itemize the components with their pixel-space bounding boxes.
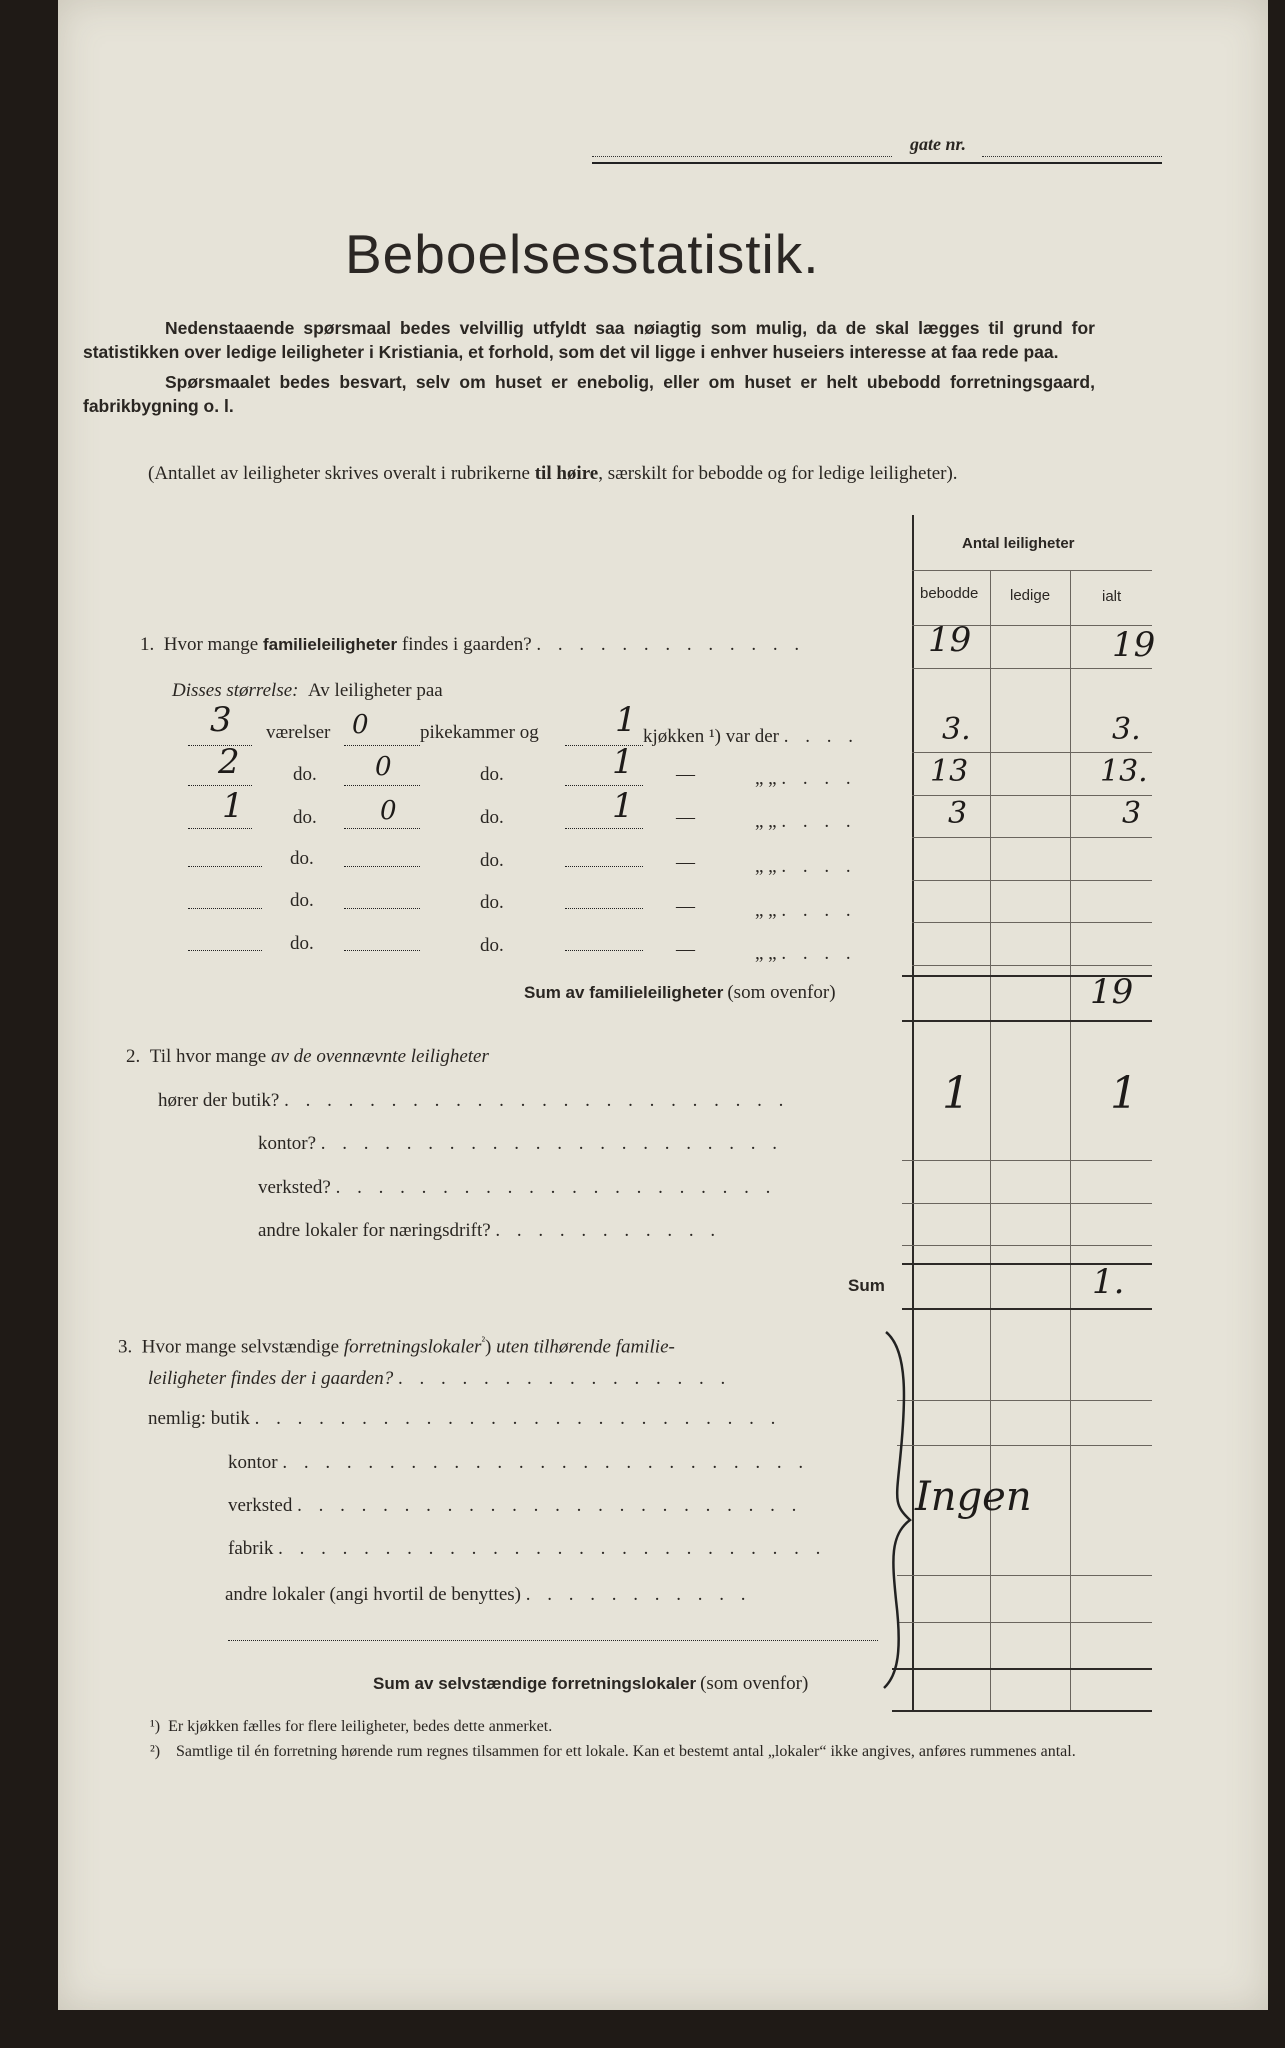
row3-do-2: do. — [480, 807, 504, 828]
table-header-bebodde: bebodde — [920, 585, 979, 602]
row3-rooms: 1 — [222, 786, 244, 826]
page-title: Beboelsesstatistik. — [345, 223, 820, 285]
row3-bebodde: 3 — [948, 796, 968, 831]
row1-bebodde: 3. — [942, 712, 971, 747]
row6-ditto: „ „ . . . . — [755, 943, 857, 964]
row1-rooms: 3 — [210, 700, 232, 740]
row2-do-2: do. — [480, 764, 504, 785]
table-header-main: Antal leiligheter — [962, 535, 1075, 552]
intro-text — [83, 316, 1095, 424]
row3-maid: 0 — [380, 796, 397, 826]
q2-butik: hører der butik? . . . . . . . . . . . . . . . . . . . . . . . . — [158, 1090, 790, 1111]
row3-do-1: do. — [293, 807, 317, 828]
q3-butik: nemlig: butik . . . . . . . . . . . . . . . . . . . . . . . . . — [148, 1408, 782, 1429]
row6-dash: — — [676, 939, 695, 960]
row4-do-2: do. — [480, 850, 504, 871]
q2-sum-label: Sum — [848, 1276, 885, 1295]
row2-rooms: 2 — [218, 742, 240, 782]
row3-ditto: „ „ . . . . — [755, 811, 857, 832]
q1-sum-ialt: 19 — [1090, 972, 1134, 1012]
row4-do-1: do. — [290, 848, 314, 869]
row2-ialt: 13. — [1100, 754, 1148, 789]
row3-kitchen: 1 — [612, 786, 634, 826]
intro-paragraph-3: (Antallet av leiligheter skrives overalt i rubrikerne til høire, særskilt for bebodde og for ledige leiligheter). — [148, 463, 958, 484]
intro-paragraph-1: Nedenstaaende spørsmaal bedes velvillig utfyldt saa nøiagtig som mulig, da de skal lægges til grund for statistikken over ledige leiligheter i Kristiania, et forhold, som det vil ligge i enhver huseiers interesse at faa rede paa. — [83, 318, 1095, 362]
intro-paragraph-2: Spørsmaalet bedes besvart, selv om huset er enebolig, eller om huset er helt ubebodd forretningsgaard, fabrikbygning o. l. — [83, 372, 1095, 416]
q2-kontor: kontor? . . . . . . . . . . . . . . . . . . . . . . — [258, 1133, 784, 1154]
footnote-1: ¹) Er kjøkken fælles for flere leiligheter, bedes dette anmerket. — [150, 1718, 553, 1735]
q3-verksted: verksted . . . . . . . . . . . . . . . . . . . . . . . . — [228, 1495, 803, 1516]
row6-do-1: do. — [290, 933, 314, 954]
row1-ialt: 3. — [1112, 712, 1141, 747]
footnote-2: ²) Samtlige til én forretning hørende rum regnes tilsammen for ett lokale. Kan et bestemt antal „lokaler“ ikke angives, anføres rummenes antal. — [150, 1743, 1076, 1760]
q2-sum-ialt: 1. — [1092, 1262, 1125, 1302]
row2-kitchen: 1 — [612, 742, 634, 782]
q2-butik-ialt: 1 — [1110, 1068, 1138, 1119]
q3-andre: andre lokaler (angi hvortil de benyttes) . . . . . . . . . . . — [225, 1584, 752, 1605]
q3-line-2: leiligheter findes der i gaarden? . . . . . . . . . . . . . . . . — [148, 1368, 732, 1389]
row4-dash: — — [676, 852, 695, 873]
row2-maid: 0 — [375, 752, 392, 782]
row4-ditto: „ „ . . . . — [755, 856, 857, 877]
q1-sub: Disses størrelse: Av leiligheter paa — [172, 680, 443, 701]
curly-brace-mark — [880, 1330, 920, 1690]
q3-sum: Sum av selvstændige forretningslokaler (som ovenfor) — [373, 1673, 809, 1694]
q3-kontor: kontor . . . . . . . . . . . . . . . . . . . . . . . . . — [228, 1452, 810, 1473]
q2-andre: andre lokaler for næringsdrift? . . . . . . . . . . . — [258, 1220, 722, 1241]
row1-vaerelser: værelser — [266, 722, 331, 743]
row5-dash: — — [676, 896, 695, 917]
q2-verksted: verksted? . . . . . . . . . . . . . . . . . . . . . — [258, 1177, 777, 1198]
row3-ialt: 3 — [1122, 796, 1142, 831]
gate-label: gate nr. — [910, 134, 967, 154]
q1-answer-bebodde: 19 — [928, 620, 972, 660]
row1-pikekammer: pikekammer og — [420, 722, 539, 743]
row2-bebodde: 13 — [930, 754, 969, 789]
q2-line: 2. Til hvor mange av de ovennævnte leiligheter — [126, 1046, 489, 1067]
q1-line: 1. Hvor mange familieleiligheter findes i gaarden? . . . . . . . . . . . . . — [140, 634, 806, 655]
row1-maid: 0 — [352, 710, 369, 740]
row2-do-1: do. — [293, 764, 317, 785]
table-header-ledige: ledige — [1010, 587, 1051, 604]
q3-line-1: 3. Hvor mange selvstændige forretningslokaler$^{^2}$) uten tilhørende familie- — [118, 1334, 675, 1358]
row5-ditto: „ „ . . . . — [755, 900, 857, 921]
q1-answer-ialt: 19 — [1112, 625, 1156, 665]
row1-kjokken: kjøkken ¹) var der . . . . — [643, 726, 860, 747]
q1-sum: Sum av familieleiligheter (som ovenfor) — [524, 982, 836, 1003]
q2-butik-bebodde: 1 — [942, 1068, 970, 1119]
q3-fabrik: fabrik . . . . . . . . . . . . . . . . . . . . . . . . . . — [228, 1538, 827, 1559]
row6-do-2: do. — [480, 935, 504, 956]
table-header-ialt: ialt — [1102, 588, 1122, 605]
row5-do-1: do. — [290, 890, 314, 911]
row2-ditto: „ „ . . . . — [755, 768, 857, 789]
row5-do-2: do. — [480, 892, 504, 913]
intro-text-instructions — [83, 462, 1095, 486]
q3-answer: Ingen — [915, 1474, 1032, 1520]
row1-kitchen: 1 — [615, 700, 637, 740]
row2-dash: — — [676, 764, 695, 785]
row3-dash: — — [676, 807, 695, 828]
